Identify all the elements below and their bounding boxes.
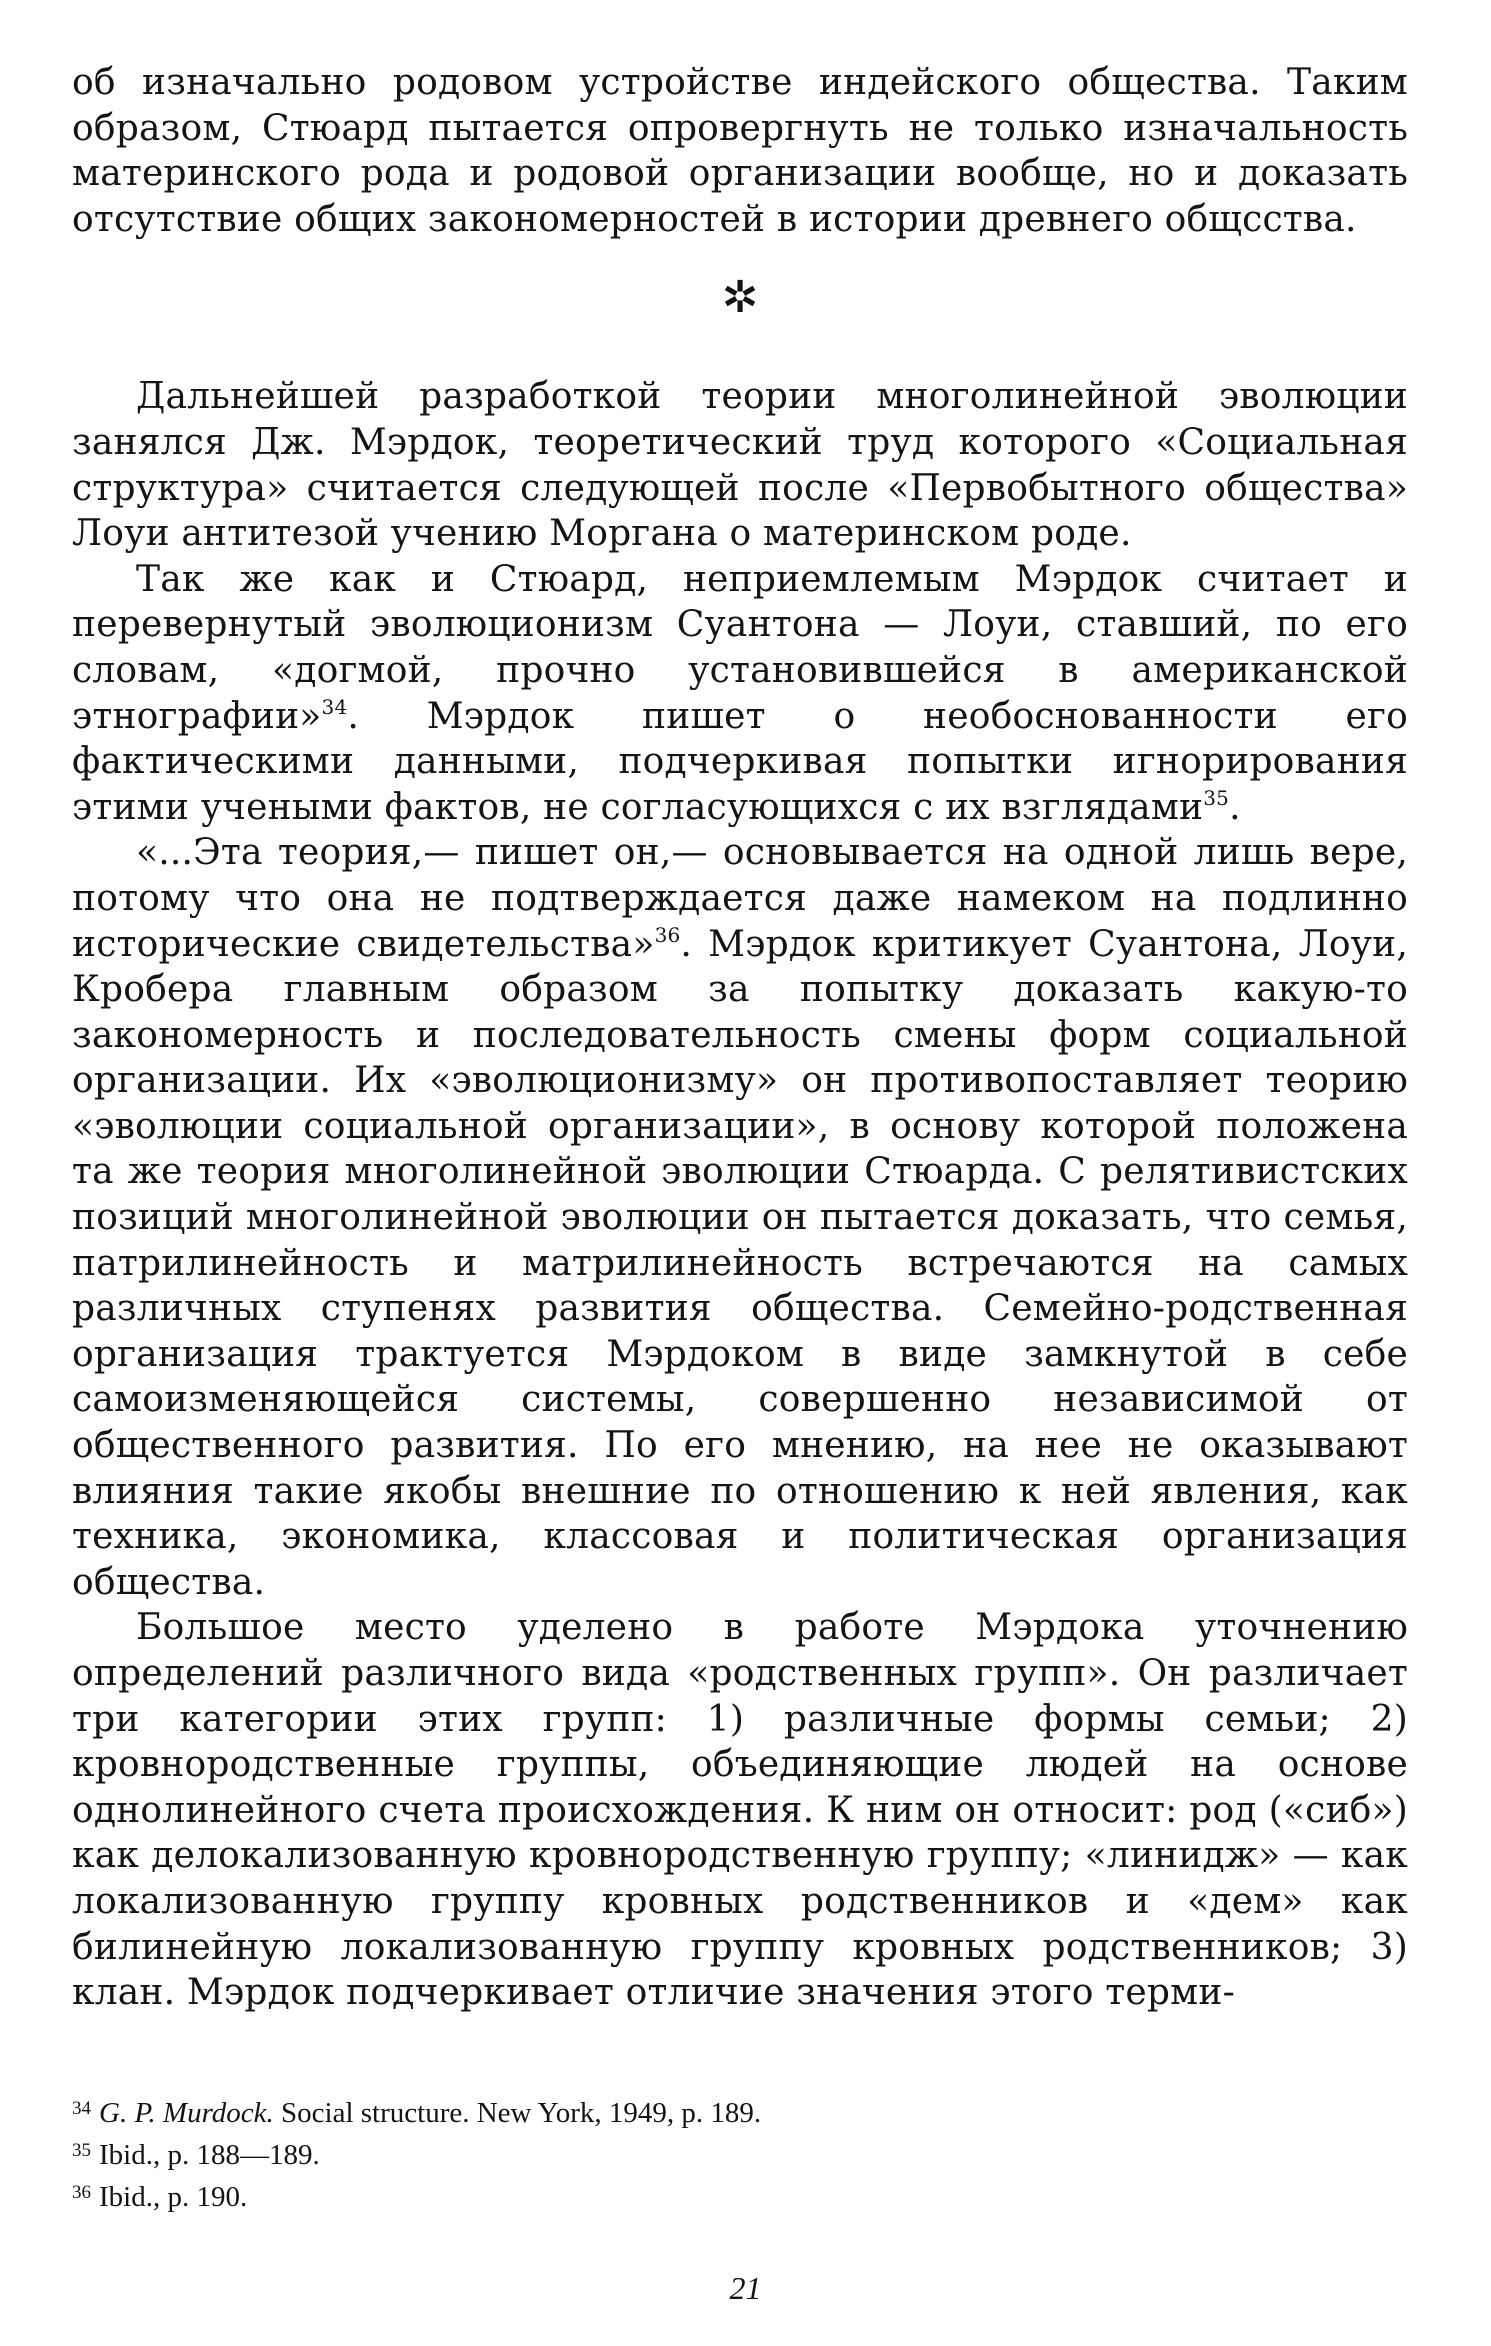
paragraph-4-text-a: «...Эта теория,— пишет он,— основывается на одной лишь вере, потому что она не подтверждается даже намеком на подлинно исторические свидетельства»	[72, 832, 1408, 965]
paragraph-4	[72, 830, 1408, 1605]
footnote-ref-36: 36	[654, 922, 681, 947]
footnote-number: 34	[72, 2098, 91, 2119]
page-number: 21	[729, 2270, 762, 2306]
footnotes	[72, 2090, 1408, 2216]
footnote-number: 36	[72, 2182, 91, 2203]
footnote-ref-34: 34	[321, 694, 348, 719]
section-separator-star: ✲	[721, 272, 759, 324]
footnote-text: Ibid., p. 188—189.	[99, 2139, 320, 2171]
paragraph-2: Дальнейшей разработкой теории многолинейной эволюции занялся Дж. Мэрдок, теоретический труд которого «Социальная структура» считается следующей после «Первобытного общества» Лоуи антитезой учению Моргана о материнском роде.	[72, 376, 1408, 555]
footnote-ref-35: 35	[1203, 785, 1230, 810]
paragraph-1: об изначально родовом устройстве индейского общества. Таким образом, Стюард пытается опровергнуть не только изначальность материнского рода и родовой организации вообще, но и доказать отсутствие общих закономерностей в истории древнего общсства.	[72, 62, 1408, 240]
footnote-text: Ibid., p. 190.	[99, 2181, 248, 2213]
footnote-number: 35	[72, 2140, 91, 2161]
footnote-36	[72, 2174, 1408, 2216]
paragraph-5: Большое место уделено в работе Мэрдока уточнению определений различного вида «родственных групп». Он различает три категории этих групп: 1) различные формы семьи; 2) кровнородственные группы, объединяющие людей на основе однолинейного счета происхождения. К ним он относит: род («сиб») как делокализованную кровнородственную группу; «линидж» — как локализованную группу кровных родственников и «дем» как билинейную локализованную группу кровных родственников; 3) клан. Мэрдок подчеркивает отличие значения этого терми-	[72, 1607, 1408, 2014]
paragraph-3	[72, 557, 1408, 831]
paragraph-3-text-c: .	[1229, 786, 1241, 828]
paragraph-4-text-b: . Мэрдок критикует Суантона, Лоуи, Кробера главным образом за попытку доказать какую-то закономерность и последовательность смены форм социальной организации. Их «эволюционизму» он противопоставляет теорию «эволюции социальной организации», в основу которой положена та же теория многолинейной эволюции Стюарда. С релятивистских позиций многолинейной эволюции он пытается доказать, что семья, патрилинейность и матрилинейность встречаются на самых различных ступенях развития общества. Семейно-родственная организация трактуется Мэрдоком в виде замкнутой в себе самоизменяющейся системы, совершенно независимой от общественного развития. По его мнению, на нее не оказывают влияния такие якобы внешние по отношению к ней явления, как техника, экономика, классовая и политическая организация общества.	[72, 923, 1408, 1603]
footnote-34	[72, 2090, 1408, 2132]
page-body	[72, 60, 1408, 2016]
footnote-text: Social structure. New York, 1949, p. 189.	[273, 2097, 762, 2129]
footnote-author: G. P. Murdock.	[99, 2097, 274, 2129]
footnote-35	[72, 2132, 1408, 2174]
paragraph-3-text-b: . Мэрдок пишет о необоснованности его фактическими данными, подчеркивая попытки игнорирования этими учеными фактов, не согласующихся с их взглядами	[72, 695, 1408, 828]
paragraph-3-text-a: Так же как и Стюард, неприемлемым Мэрдок считает и перевернутый эволюционизм Суантона — Лоуи, ставший, по его словам, «догмой, прочно установившейся в американской этнографии»	[72, 558, 1408, 737]
